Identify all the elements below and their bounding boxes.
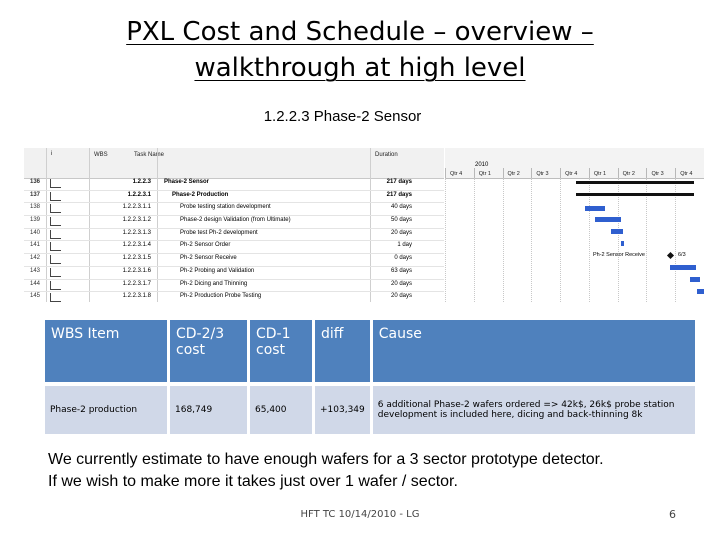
task-row: [24, 254, 444, 267]
gantt-task-bar: [595, 217, 621, 222]
header-cd1-cost: CD-1 cost: [250, 320, 312, 382]
task-indicator-icon: [50, 217, 61, 226]
task-indicator-icon: [50, 255, 61, 264]
task-wbs: 1.2.2.3.1.3: [122, 229, 151, 236]
task-duration: 20 days: [390, 280, 412, 287]
header-cause: Cause: [373, 320, 695, 382]
task-name: Phase-2 design Validation (from Ultimate): [180, 217, 291, 224]
task-row: [24, 216, 444, 229]
gantt-quarter-label: Qtr 4: [450, 171, 463, 177]
project-table-header: [24, 148, 444, 179]
body-line-1: We currently estimate to have enough wafers for a 3 sector prototype detector.: [48, 451, 604, 468]
task-id: 139: [30, 217, 41, 224]
task-name: Ph-2 Dicing and Thinning: [180, 280, 248, 287]
cell-cd23-cost: 168,749: [170, 386, 247, 434]
task-id: 145: [30, 293, 41, 300]
cell-diff: +103,349: [315, 386, 370, 434]
task-indicator-icon: [50, 268, 61, 277]
task-duration: 0 days: [394, 255, 412, 262]
task-duration: 1 day: [397, 242, 412, 249]
gantt-quarter-label: Qtr 3: [651, 171, 664, 177]
title-line-1: PXL Cost and Schedule – overview –: [126, 17, 594, 47]
table-row: [45, 386, 695, 434]
task-indicator-icon: [50, 242, 61, 251]
task-indicator-icon: [50, 204, 61, 213]
gantt-quarter-label: Qtr 4: [565, 171, 578, 177]
task-name: Ph-2 Sensor Receive: [180, 255, 237, 262]
task-wbs: 1.2.2.3.1.8: [122, 293, 151, 300]
task-indicator-icon: [50, 179, 61, 188]
slide-footer: HFT TC 10/14/2010 - LG: [300, 509, 420, 520]
gantt-task-bar: [670, 265, 696, 270]
task-name: Phase-2 Sensor: [164, 179, 210, 185]
task-row: [24, 292, 444, 302]
slide-title: [0, 14, 720, 86]
gantt-task-bar: [585, 206, 605, 211]
gantt-quarter-label: Qtr 2: [622, 171, 635, 177]
task-name: Probe testing station development: [180, 204, 271, 211]
body-line-2: If we wish to make more it takes just over 1 wafer / sector.: [48, 473, 458, 490]
task-name-column-header: Task Name: [134, 152, 165, 158]
task-wbs: 1.2.2.3.1.4: [122, 242, 151, 249]
cost-comparison-table: [42, 316, 698, 438]
gantt-quarter-label: Qtr 1: [478, 171, 491, 177]
task-duration: 40 days: [390, 204, 412, 211]
task-row: [24, 280, 444, 293]
slide-subtitle: 1.2.2.3 Phase-2 Sensor: [263, 108, 422, 125]
task-row: [24, 203, 444, 216]
task-wbs: 1.2.2.3.1.1: [122, 204, 151, 211]
task-wbs: 1.2.2.3: [132, 179, 151, 185]
wbs-column-header: WBS: [94, 152, 108, 158]
task-name: Phase-2 Production: [172, 191, 229, 198]
gantt-summary-bar: [576, 181, 694, 184]
gantt-quarter-label: Qtr 1: [593, 171, 607, 177]
gantt-quarter-label: Qtr 4: [680, 171, 693, 177]
task-indicator-icon: [50, 230, 61, 239]
task-indicator-icon: [50, 192, 61, 201]
task-row: [24, 191, 444, 204]
gantt-task-bar: [697, 289, 704, 294]
gantt-milestone: [667, 252, 674, 259]
header-diff: diff: [315, 320, 370, 382]
gantt-quarter-label: Qtr 2: [507, 171, 520, 177]
task-id: 137: [30, 191, 41, 198]
task-duration: 20 days: [390, 229, 412, 236]
task-wbs: 1.2.2.3.1.7: [122, 280, 151, 287]
task-name: Ph-2 Probing and Validation: [180, 267, 255, 274]
gantt-task-bar: [690, 277, 700, 282]
gantt-quarter-label: Qtr 3: [536, 171, 549, 177]
gantt-year-label: 2010: [475, 162, 489, 168]
cell-wbs-item: Phase-2 production: [45, 386, 167, 434]
task-row: [24, 229, 444, 242]
task-row: [24, 241, 444, 254]
task-name: Ph-2 Sensor Order: [180, 242, 231, 249]
task-duration: 217 days: [386, 191, 412, 198]
info-icon: i: [51, 151, 53, 157]
title-line-2: walkthrough at high level: [194, 53, 526, 83]
task-id: 144: [30, 280, 41, 287]
task-indicator-icon: [50, 281, 61, 290]
task-wbs: 1.2.2.3.1.6: [122, 267, 151, 274]
task-indicator-icon: [50, 293, 61, 302]
task-duration: 63 days: [390, 267, 412, 274]
header-cd23-cost: CD-2/3 cost: [170, 320, 247, 382]
gantt-chart: [445, 148, 704, 302]
page-number: 6: [669, 508, 676, 521]
cell-cause: 6 additional Phase-2 wafers ordered => 42k$, 26k$ probe station development is included here, dicing and back-thinning 8k: [373, 386, 695, 434]
task-id: 142: [30, 255, 41, 262]
task-row: [24, 178, 444, 191]
task-id: 143: [30, 267, 41, 274]
task-id: 140: [30, 229, 41, 236]
project-gantt-screenshot: [24, 148, 704, 302]
milestone-date: 6/3: [678, 252, 686, 258]
duration-column-header: Duration: [375, 152, 398, 158]
task-row: [24, 267, 444, 280]
task-duration: 217 days: [386, 179, 412, 185]
task-name: Probe test Ph-2 development: [180, 229, 258, 236]
task-id: 141: [30, 242, 41, 249]
task-duration: 20 days: [390, 293, 412, 300]
cell-cd1-cost: 65,400: [250, 386, 312, 434]
gantt-task-bar: [611, 229, 623, 234]
project-task-rows: [24, 178, 444, 302]
task-name: Ph-2 Production Probe Testing: [180, 293, 262, 300]
gantt-task-bar: [621, 241, 624, 246]
milestone-label: Ph-2 Sensor Receive: [593, 252, 645, 258]
header-wbs-item: WBS Item: [45, 320, 167, 382]
task-duration: 50 days: [390, 217, 412, 224]
task-id: 138: [30, 204, 41, 211]
task-wbs: 1.2.2.3.1.5: [122, 255, 151, 262]
task-wbs: 1.2.2.3.1.2: [122, 217, 151, 224]
task-id: 136: [30, 179, 41, 185]
task-wbs: 1.2.2.3.1: [127, 191, 151, 198]
gantt-summary-bar: [576, 193, 694, 196]
slide-body-text: [48, 449, 708, 493]
